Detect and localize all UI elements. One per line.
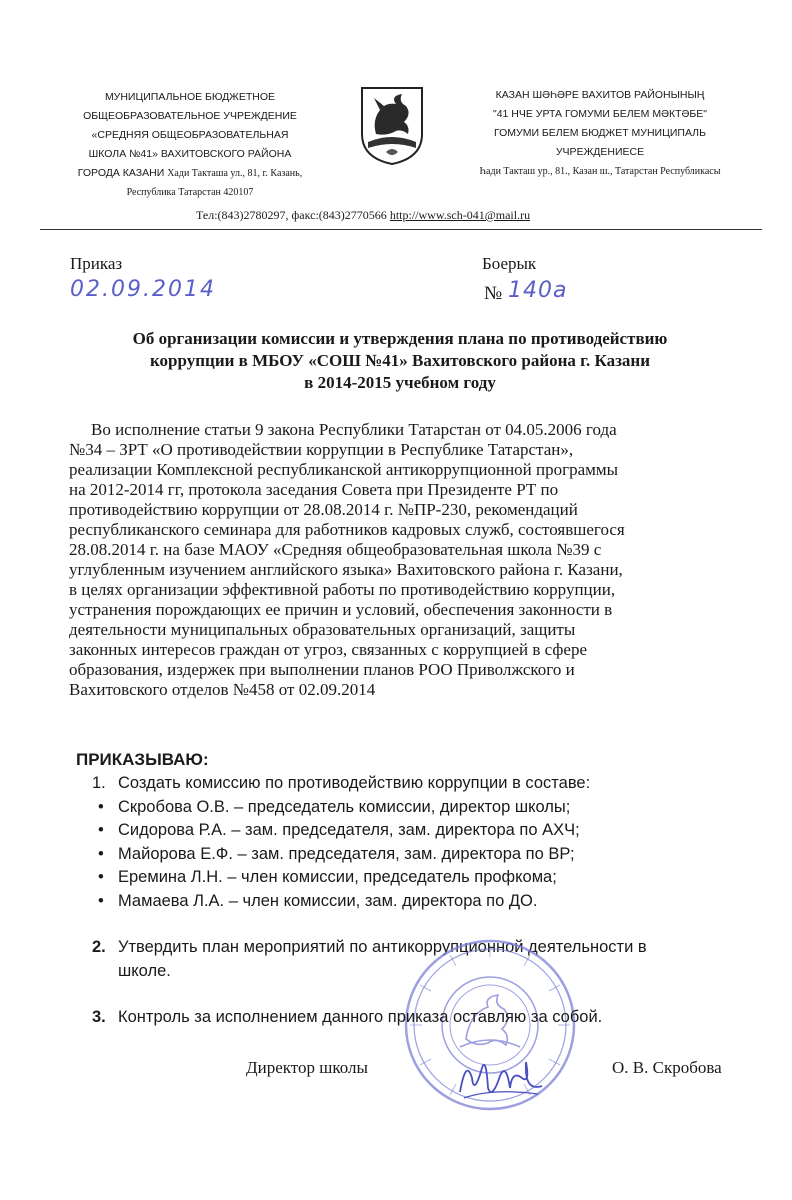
header-left-line1: МУНИЦИПАЛЬНОЕ БЮДЖЕТНОЕ (104, 91, 276, 103)
title-line2: коррупции в МБОУ «СОШ №41» Вахитовского района г. Казани (149, 351, 651, 370)
header-left-line2: ОБЩЕОБРАЗОВАТЕЛЬНОЕ УЧРЕЖДЕНИЕ (83, 110, 297, 122)
body-line: законных интересов граждан от угроз, связанных с коррупцией в сфере (69, 640, 588, 659)
title-line1: Об организации комиссии и утверждения плана по противодействию (132, 329, 668, 348)
body-line: реализации Комплексной республиканской антикоррупционной программы (69, 460, 619, 479)
order-item2-marker: 2. (92, 938, 106, 956)
prikaz-label: Приказ (70, 254, 123, 273)
header-right-address: Һади Такташ ур., 81., Казан ш., Татарстан Республикасы (479, 166, 721, 177)
member-text: Еремина Л.Н. – член комиссии, председатель профкома; (118, 868, 557, 886)
number-prefix: № (484, 283, 503, 304)
member-list-item (92, 890, 590, 914)
member-list-item (92, 866, 590, 890)
body-line: устранения порождающих ее причин и условий, обеспечения законности в (69, 600, 613, 619)
header-left-line3: «СРЕДНЯЯ ОБЩЕОБРАЗОВАТЕЛЬНАЯ (91, 129, 289, 141)
member-list-item (92, 819, 590, 843)
document-title (60, 328, 740, 394)
contacts-phone-fax: Тел:(843)2780297, факс:(843)2770566 (196, 208, 390, 222)
order-item2-line1: Утвердить план мероприятий по антикоррупционной деятельности в (118, 938, 647, 956)
body-line: в целях организации эффективной работы по противодействию коррупции, (69, 580, 616, 599)
body-line: Во исполнение статьи 9 закона Республики Татарстан от 04.05.2006 года (91, 420, 617, 439)
contacts-line (196, 208, 530, 223)
handwritten-number: 140а (508, 278, 568, 303)
kazan-emblem-icon (358, 84, 426, 166)
director-name: О. В. Скробова (612, 1058, 722, 1077)
header-left-line5-row (40, 164, 340, 183)
body-line: углубленным изучением английского языка» Вахитовского района г. Казани, (69, 560, 623, 579)
body-line: республиканского семинара для работников кадровых служб, состоявшегося (69, 520, 625, 539)
header-right-line4: УЧРЕЖДЕНИЕСЕ (555, 146, 645, 158)
order-item1-text: Создать комиссию по противодействию коррупции в составе: (118, 774, 591, 792)
contacts-email-link[interactable]: http://www.sch-041@mail.ru (389, 208, 531, 222)
body-paragraph (69, 420, 749, 700)
header-left-line4: ШКОЛА №41» ВАХИТОВСКОГО РАЙОНА (88, 148, 292, 160)
header-left-address1: Хади Такташа ул., 81, г. Казань, (167, 168, 303, 179)
body-line: 28.08.2014 г. на базе МАОУ «Средняя общеобразовательная школа №39 с (69, 540, 602, 559)
header-divider (40, 229, 762, 230)
header-left-address2: Республика Татарстан 420107 (126, 187, 254, 198)
bullet-icon: • (98, 844, 104, 863)
header-left-block (40, 88, 340, 202)
member-list-item (92, 843, 590, 867)
header-left-line5: ГОРОДА КАЗАНИ (77, 167, 165, 179)
handwritten-signature-icon (452, 1048, 552, 1108)
header-right-line2: "41 НЧЕ УРТА ГОМУМИ БЕЛЕМ МӘКТӘБЕ" (492, 108, 708, 120)
order-item3 (92, 1008, 602, 1027)
order-item3-marker: 3. (92, 1008, 106, 1026)
bullet-icon: • (98, 891, 104, 910)
body-line: Вахитовского отделов №458 от 02.09.2014 (69, 680, 376, 699)
body-line: на 2012-2014 гг, протокола заседания Совета при Президенте РТ по (69, 480, 559, 499)
handwritten-date: 02.09.2014 (70, 277, 216, 302)
order-item1 (92, 772, 590, 913)
bullet-icon: • (98, 868, 104, 886)
body-line: №34 – ЗРТ «О противодействии коррупции в Республике Татарстан», (69, 440, 574, 459)
body-line: образования, издержек при выполнении планов РОО Приволжского и (69, 660, 575, 679)
order-item3-text: Контроль за исполнением данного приказа оставляю за собой. (118, 1008, 603, 1026)
bullet-icon: • (98, 821, 104, 839)
order-item1-row (92, 772, 590, 796)
bullet-icon: • (98, 797, 104, 816)
body-line: противодействию коррупции от 28.08.2014 г. №ПР-230, рекомендаций (69, 500, 578, 519)
member-text: Скробова О.В. – председатель комиссии, директор школы; (118, 797, 571, 816)
header-right-line1: КАЗАН ШӘҺӘРЕ ВАХИТОВ РАЙОНЫНЫҢ (495, 89, 705, 101)
header-right-block (455, 86, 745, 181)
order-item2-line2: школе. (118, 962, 171, 980)
title-line3: в 2014-2015 учебном году (304, 373, 496, 392)
boeryk-label: Боерык (482, 254, 537, 273)
order-heading: ПРИКАЗЫВАЮ: (76, 750, 209, 769)
director-position: Директор школы (246, 1058, 368, 1077)
header-right-line3: ГОМУМИ БЕЛЕМ БЮДЖЕТ МУНИЦИПАЛЬ (494, 127, 706, 139)
body-line: деятельности муниципальных образовательных организаций, защиты (69, 620, 576, 639)
member-text: Сидорова Р.А. – зам. председателя, зам. директора по АХЧ; (118, 821, 580, 839)
member-text: Мамаева Л.А. – член комиссии, зам. директора по ДО. (118, 891, 538, 910)
member-text: Майорова Е.Ф. – зам. председателя, зам. директора по ВР; (118, 844, 575, 863)
order-item1-marker: 1. (92, 774, 106, 792)
member-list-item (92, 796, 590, 820)
